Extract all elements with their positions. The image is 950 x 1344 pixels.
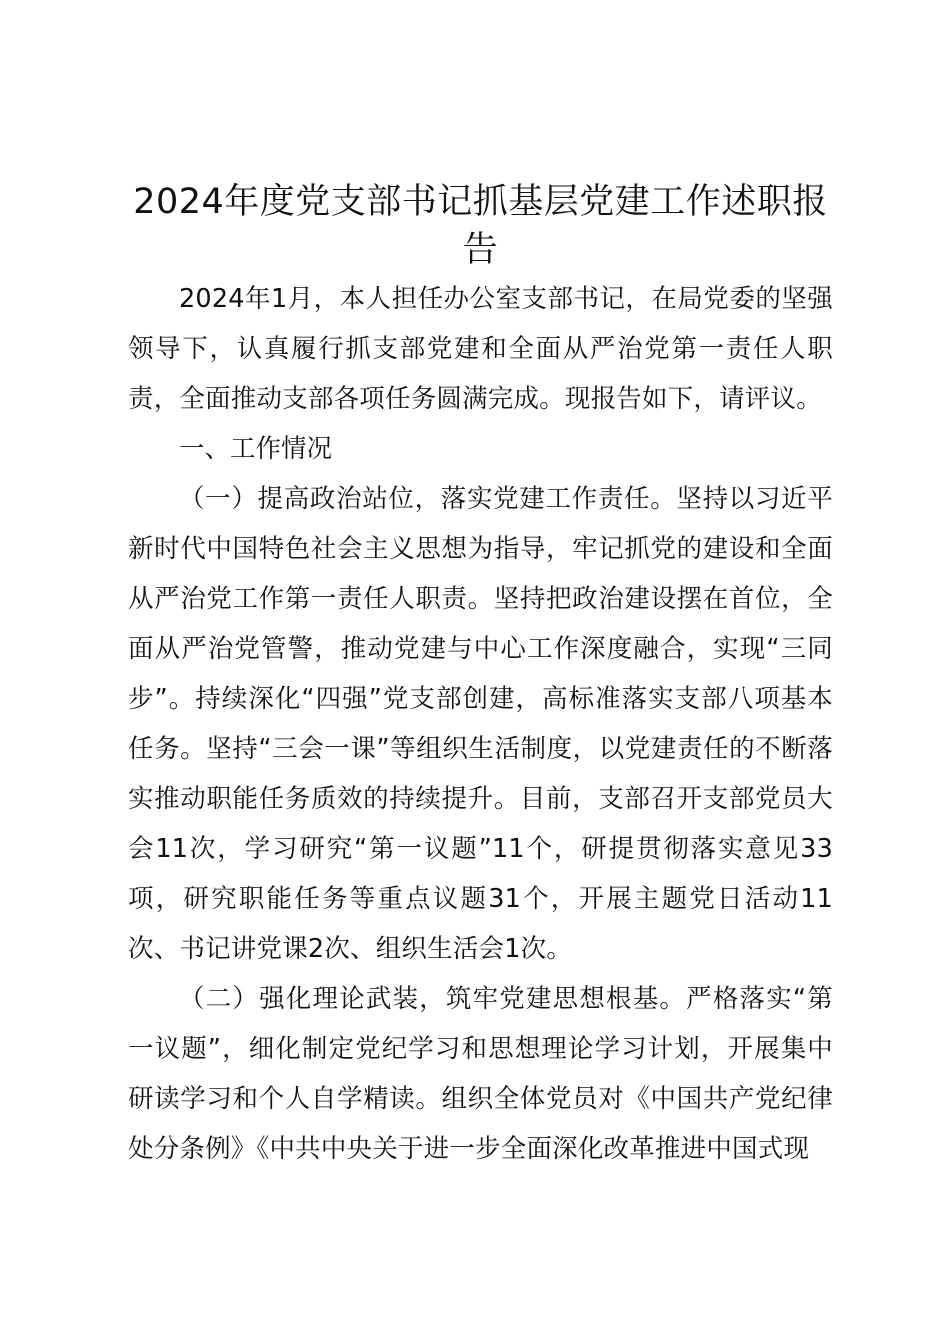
document-title: 2024年度党支部书记抓基层党建工作述职报告 (133, 182, 828, 270)
intro-paragraph: 2024年1月，本人担任办公室支部书记，在局党委的坚强领导下，认真履行抓支部党建和全面从严治党第一责任人职责，全面推动支部各项任务圆满完成。现报告如下，请评议。 (128, 284, 833, 414)
item-2-paragraph: （二）强化理论武装，筑牢党建思想根基。严格落实“第一议题”，细化制定党纪学习和思想理论学习计划，开展集中研读学习和个人自学精读。组织全体党员对《中国共产党纪律处分条例》《中共中央关于进一步全面深化改革推进中国式现 (128, 984, 833, 1164)
document-body (128, 178, 833, 1174)
item-1-paragraph: （一）提高政治站位，落实党建工作责任。坚持以习近平新时代中国特色社会主义思想为指导，牢记抓党的建设和全面从严治党工作第一责任人职责。坚持把政治建设摆在首位，全面从严治党管警，推动党建与中心工作深度融合，实现“三同步”。持续深化“四强”党支部创建，高标准落实支部八项基本任务。坚持“三会一课”等组织生活制度，以党建责任的不断落实推动职能任务质效的持续提升。目前，支部召开支部党员大会11次，学习研究“第一议题”11个，研提贯彻落实意见33项，研究职能任务等重点议题31个，开展主题党日活动11次、书记讲党课2次、组织生活会1次。 (128, 484, 833, 964)
section-heading-work-situation: 一、工作情况 (179, 434, 333, 464)
